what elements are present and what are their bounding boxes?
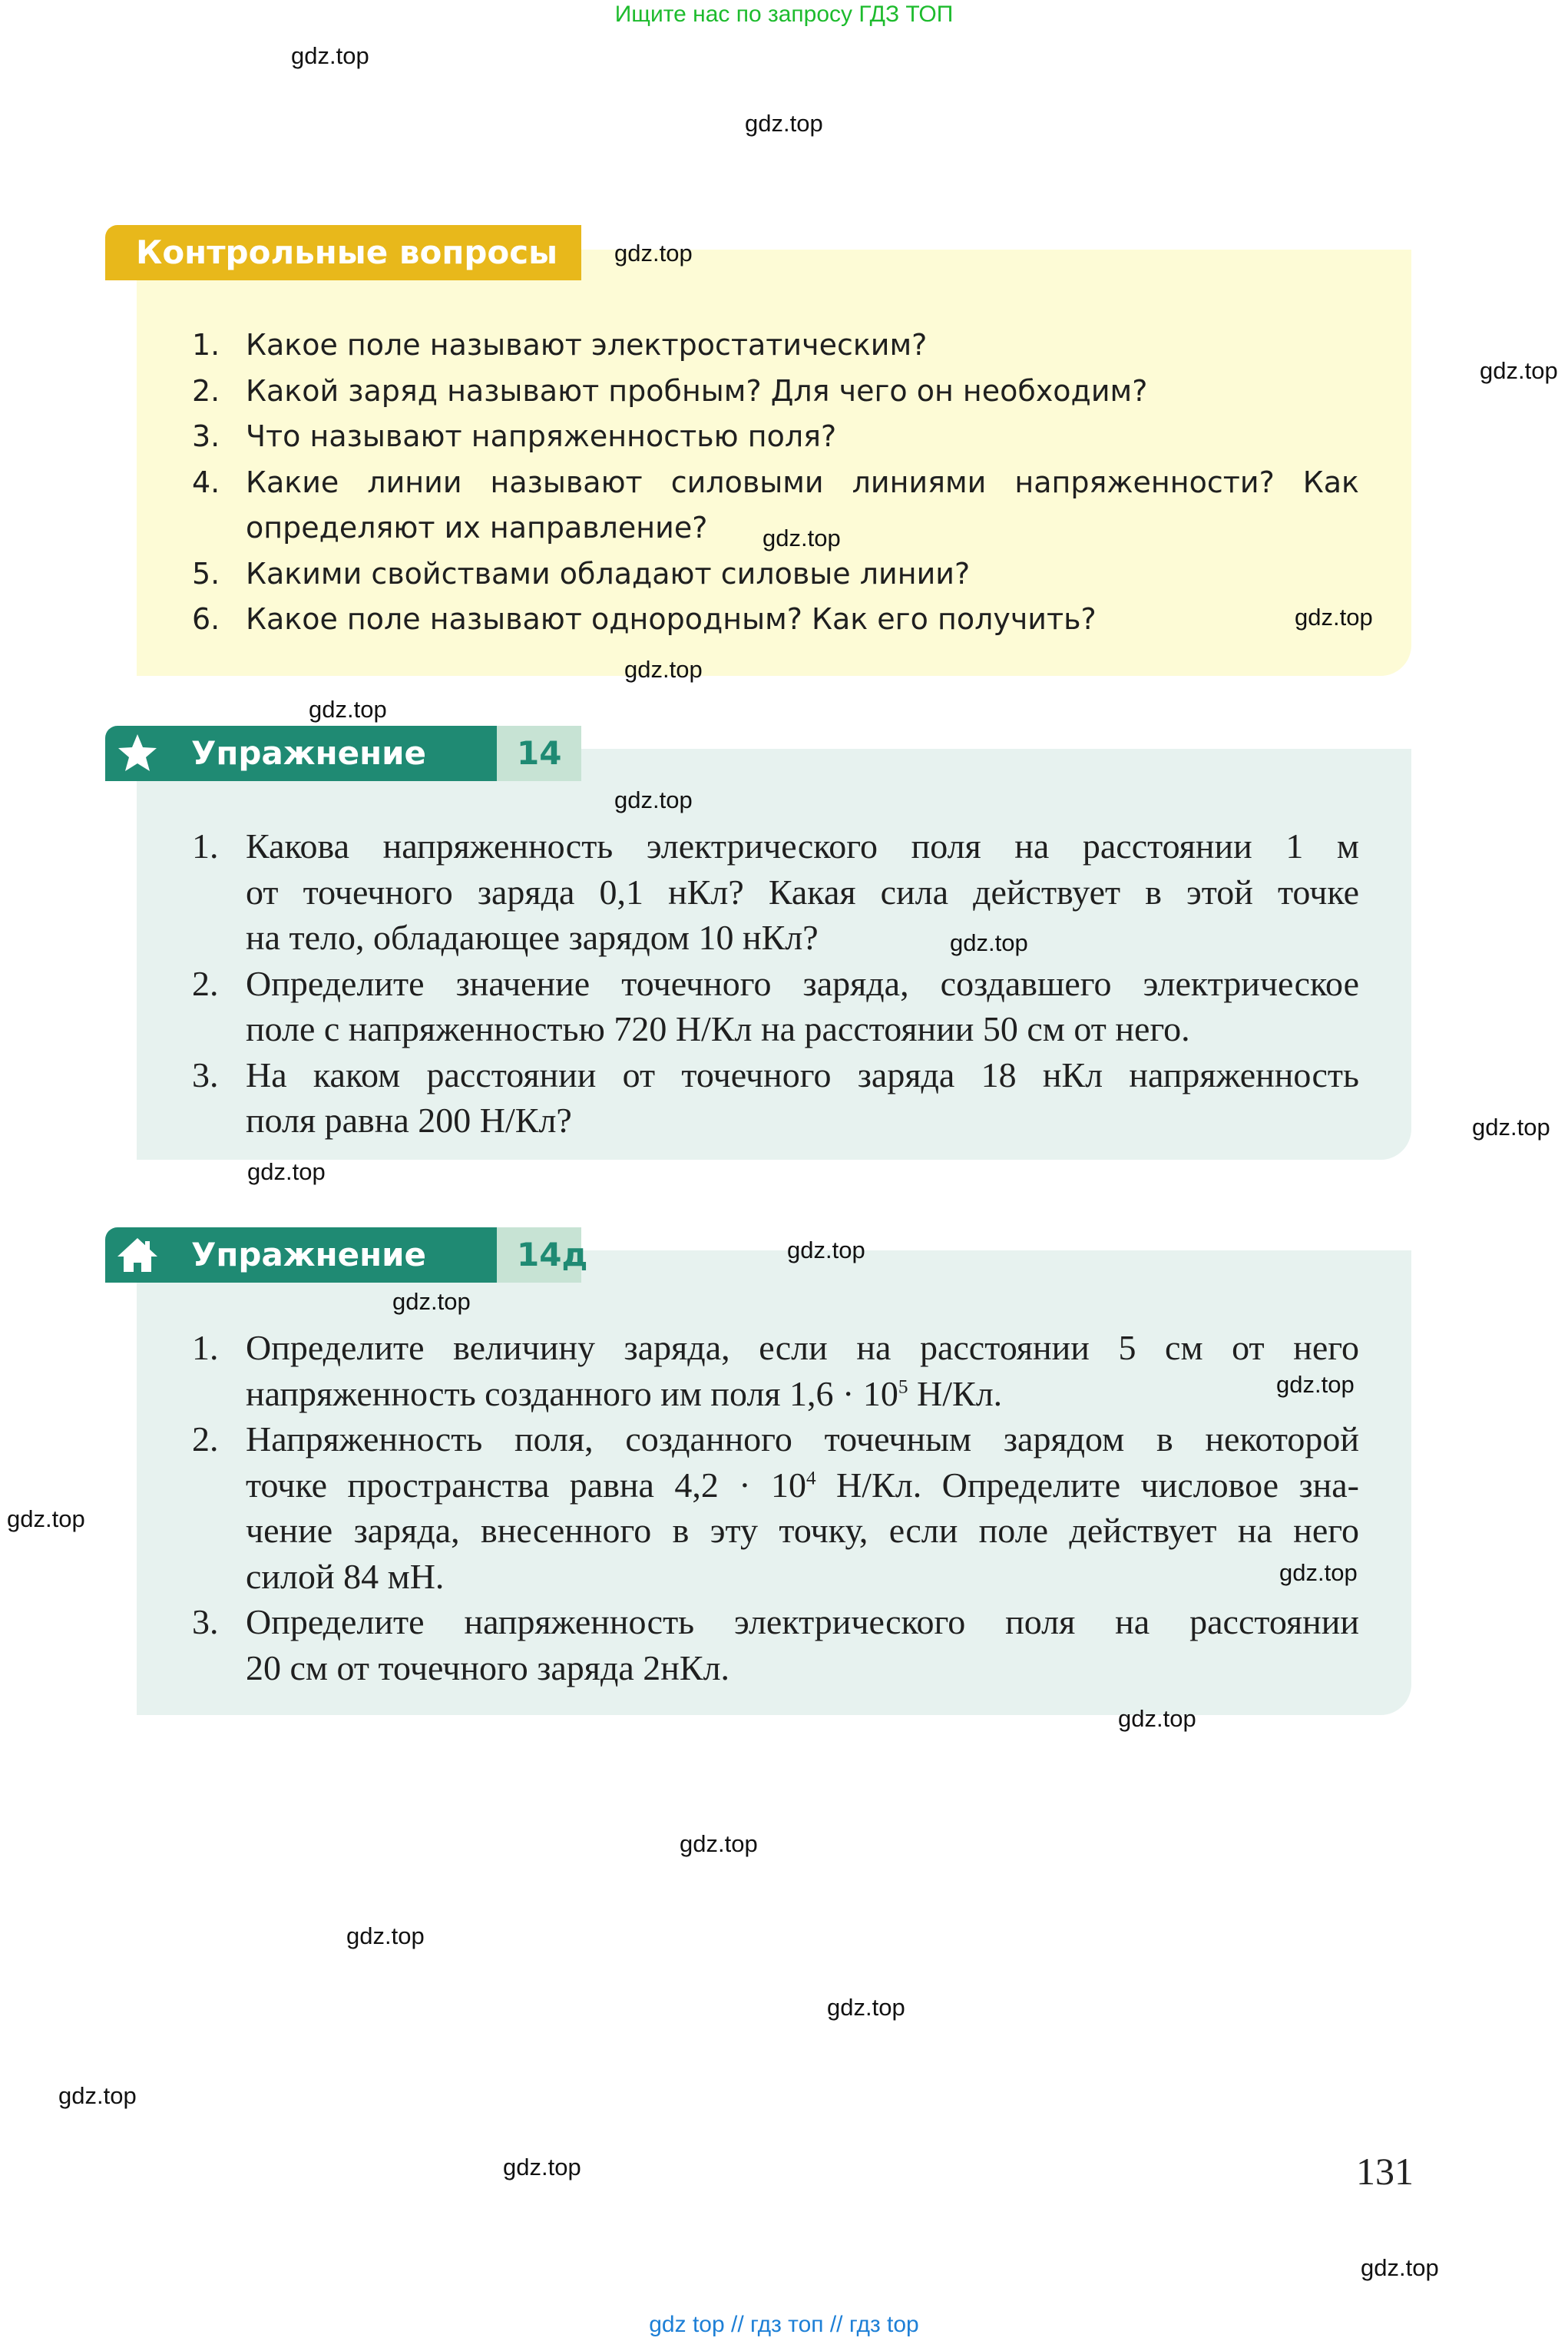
control-questions-list xyxy=(192,323,1359,643)
item-number: 2. xyxy=(192,1419,219,1459)
item-line: поля равна 200 Н/Кл? xyxy=(246,1101,572,1140)
star-icon xyxy=(114,730,160,776)
watermark: gdz.top xyxy=(624,656,703,683)
exponent: 5 xyxy=(898,1376,908,1398)
item-text: Какой заряд называют пробным? Для чего он необходим? xyxy=(246,373,1148,408)
item-line xyxy=(246,1371,1359,1417)
exercise-14d-number: 14д xyxy=(497,1227,581,1283)
list-item xyxy=(192,1599,1359,1690)
list-item xyxy=(192,1416,1359,1599)
list-item xyxy=(192,323,1359,369)
item-number: 4. xyxy=(192,465,220,499)
watermark: gdz.top xyxy=(950,929,1028,956)
exercise-14-title: Упражнение xyxy=(191,734,427,772)
item-number: 2. xyxy=(192,963,219,1003)
item-text: Какие линии называют силовыми линиями напряженности? Как определяют их направление? xyxy=(246,465,1359,545)
control-questions-header xyxy=(105,225,581,280)
item-line: 20 см от точечного заряда 2нКл. xyxy=(246,1647,730,1687)
item-line: На каком расстоянии от точечного заряда 18 нКл напряженность xyxy=(246,1055,1359,1094)
text-run: Н/Кл. Определите числовое зна- xyxy=(815,1465,1359,1505)
watermark: gdz.top xyxy=(745,110,823,137)
watermark: gdz.top xyxy=(291,42,369,69)
watermark: gdz.top xyxy=(247,1158,326,1185)
item-number: 3. xyxy=(192,1602,219,1641)
item-line: Определите величину заряда, если на расстоянии 5 см от него xyxy=(246,1328,1359,1367)
watermark: gdz.top xyxy=(1472,1114,1550,1141)
page-number: 131 xyxy=(1356,2150,1414,2193)
item-line: Какова напряженность электрического поля на расстоянии 1 м xyxy=(246,826,1359,866)
item-number: 5. xyxy=(192,556,220,591)
item-line: Определите значение точечного заряда, создавшего электрическое xyxy=(246,963,1359,1003)
item-line: чение заряда, внесенного в эту точку, если поле действует на него xyxy=(246,1511,1359,1550)
text-run: напряженность созданного им поля 1,6 · 10 xyxy=(246,1373,898,1413)
watermark: gdz.top xyxy=(1118,1705,1196,1732)
item-line: на тело, обладающее зарядом 10 нКл? xyxy=(246,918,819,957)
watermark: gdz.top xyxy=(58,2082,137,2109)
item-line: поле с напряженностью 720 Н/Кл на расстоянии 50 см от него. xyxy=(246,1009,1190,1048)
watermark: gdz.top xyxy=(346,1922,425,1949)
item-text: Какими свойствами обладают силовые линии? xyxy=(246,556,971,591)
watermark: gdz.top xyxy=(680,1830,758,1857)
list-item xyxy=(192,597,1359,643)
text-run: Н/Кл. xyxy=(908,1373,1003,1413)
control-questions-title: Контрольные вопросы xyxy=(136,233,558,271)
item-text: Какое поле называют однородным? Как его получить? xyxy=(246,602,1097,636)
exponent: 4 xyxy=(806,1467,816,1489)
text-run: точке пространства равна 4,2 · 10 xyxy=(246,1465,806,1505)
house-icon xyxy=(114,1232,160,1278)
item-text: Что называют напряженностью поля? xyxy=(246,419,837,453)
watermark: gdz.top xyxy=(614,240,693,267)
item-line xyxy=(246,1462,1359,1508)
top-banner: Ищите нас по запросу ГДЗ ТОП xyxy=(614,2,954,27)
watermark: gdz.top xyxy=(7,1505,85,1532)
list-item xyxy=(192,823,1359,961)
list-item xyxy=(192,369,1359,415)
item-line: Определите напряженность электрического поля на расстоянии xyxy=(246,1602,1359,1641)
watermark: gdz.top xyxy=(1295,604,1373,631)
list-item xyxy=(192,1325,1359,1416)
item-line: от точечного заряда 0,1 нКл? Какая сила действует в этой точке xyxy=(246,872,1359,912)
exercise-14d-list xyxy=(192,1325,1359,1690)
exercise-14-header xyxy=(105,726,581,781)
list-item xyxy=(192,414,1359,460)
watermark: gdz.top xyxy=(392,1288,471,1315)
item-number: 6. xyxy=(192,602,220,636)
watermark: gdz.top xyxy=(762,525,841,551)
watermark: gdz.top xyxy=(1279,1559,1358,1586)
item-number: 3. xyxy=(192,419,220,453)
watermark: gdz.top xyxy=(827,1994,905,2021)
watermark: gdz.top xyxy=(503,2154,581,2180)
item-line: силой 84 мН. xyxy=(246,1556,445,1596)
bottom-banner: gdz top // гдз топ // гдз top xyxy=(649,2312,919,2337)
item-number: 2. xyxy=(192,373,220,408)
item-number: 1. xyxy=(192,328,220,362)
list-item xyxy=(192,551,1359,598)
watermark: gdz.top xyxy=(614,786,693,813)
item-number: 3. xyxy=(192,1055,219,1094)
item-number: 1. xyxy=(192,826,219,866)
watermark: gdz.top xyxy=(309,696,387,723)
item-number: 1. xyxy=(192,1328,219,1367)
exercise-14-list xyxy=(192,823,1359,1144)
item-text: Какое поле называют электростатическим? xyxy=(246,328,928,362)
exercise-14-number: 14 xyxy=(497,726,581,781)
list-item xyxy=(192,1052,1359,1144)
exercise-14d-header xyxy=(105,1227,588,1283)
item-line: Напряженность поля, созданного точечным зарядом в некоторой xyxy=(246,1419,1359,1459)
watermark: gdz.top xyxy=(787,1237,865,1263)
list-item xyxy=(192,961,1359,1052)
watermark: gdz.top xyxy=(1480,357,1558,384)
watermark: gdz.top xyxy=(1361,2254,1439,2281)
exercise-14d-title: Упражнение xyxy=(191,1236,427,1273)
watermark: gdz.top xyxy=(1276,1371,1355,1398)
